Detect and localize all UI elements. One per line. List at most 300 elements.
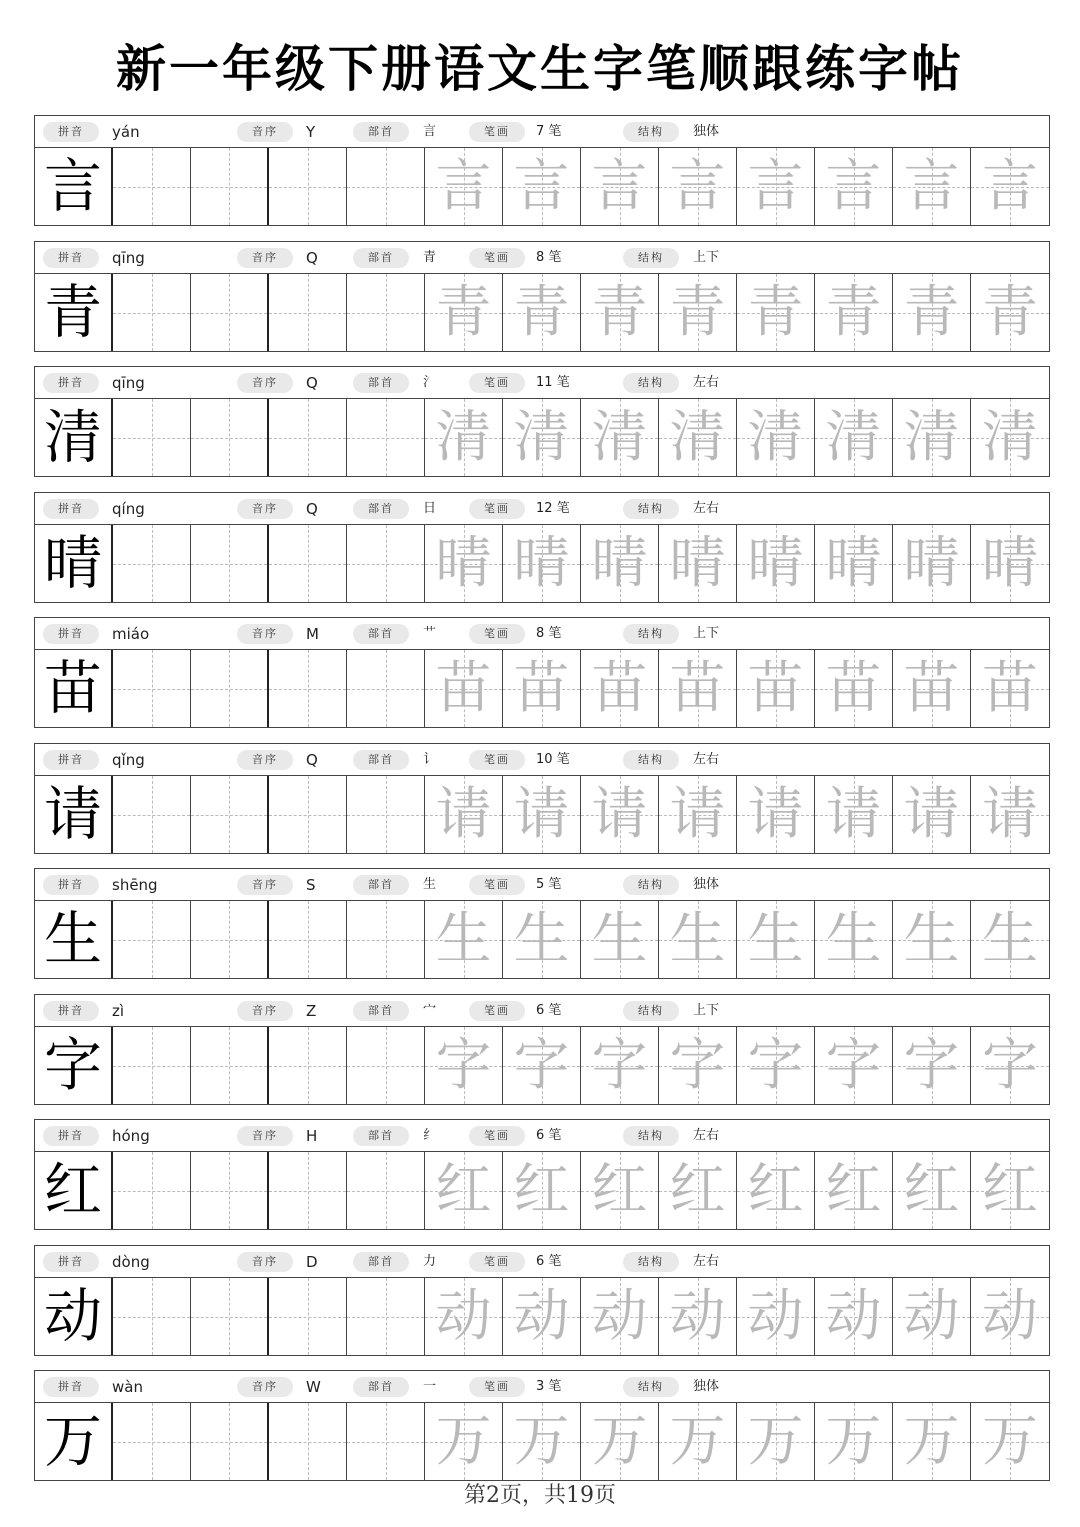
- char-info-bar: [35, 1246, 1049, 1278]
- jiegou-value: 左右: [693, 752, 720, 767]
- trace-cell[interactable]: [269, 399, 347, 476]
- bihua-value: 6 笔: [536, 1003, 562, 1018]
- trace-character: 苗: [825, 656, 882, 721]
- yinxu-value: Q: [306, 249, 318, 267]
- trace-character: 动: [435, 1284, 492, 1349]
- trace-cell[interactable]: [269, 1403, 347, 1480]
- pinyin-value: dòng: [112, 1253, 150, 1271]
- bihua-value: 3 笔: [536, 1379, 562, 1394]
- trace-cell[interactable]: [269, 1278, 347, 1355]
- jiegou-label: 结构: [623, 1252, 679, 1272]
- trace-character: 晴: [435, 531, 492, 596]
- guide-line-vertical: [386, 525, 387, 602]
- trace-cell[interactable]: [503, 650, 581, 727]
- model-character: 清: [43, 403, 102, 471]
- jiegou-value: 上下: [693, 626, 720, 641]
- trace-cell[interactable]: [971, 148, 1049, 225]
- trace-cell[interactable]: [581, 1027, 659, 1104]
- yinxu-label: 音序: [237, 875, 293, 895]
- trace-cell[interactable]: [737, 1152, 815, 1229]
- trace-cell[interactable]: [425, 525, 503, 602]
- guide-line-vertical: [308, 1152, 309, 1229]
- trace-cell[interactable]: [737, 525, 815, 602]
- trace-character: 动: [982, 1284, 1038, 1349]
- main-character-cell: [35, 399, 113, 476]
- char-block: [34, 115, 1050, 226]
- trace-cell[interactable]: [737, 650, 815, 727]
- bihua-label: 笔画: [469, 624, 525, 644]
- trace-cell[interactable]: [191, 1152, 269, 1229]
- bushou-value: 讠: [423, 752, 437, 767]
- main-character-cell: [35, 1027, 113, 1104]
- trace-character: 生: [747, 907, 804, 972]
- trace-character: 红: [825, 1158, 882, 1223]
- trace-cell[interactable]: [971, 1278, 1049, 1355]
- main-character-cell: [35, 650, 113, 727]
- trace-cell[interactable]: [815, 1403, 893, 1480]
- trace-character: 生: [435, 907, 492, 972]
- guide-line-vertical: [229, 274, 230, 351]
- trace-cell[interactable]: [815, 148, 893, 225]
- pinyin-label: 拼音: [43, 499, 99, 519]
- trace-cell[interactable]: [581, 1278, 659, 1355]
- main-character-cell: [35, 148, 113, 225]
- jiegou-value: 独体: [693, 1379, 720, 1394]
- trace-cell[interactable]: [347, 901, 425, 978]
- trace-cell[interactable]: [893, 650, 971, 727]
- trace-cell[interactable]: [659, 650, 737, 727]
- char-block: [34, 868, 1050, 979]
- trace-character: 晴: [903, 531, 960, 596]
- guide-line-vertical: [229, 1027, 230, 1104]
- trace-cell[interactable]: [191, 1027, 269, 1104]
- trace-cell[interactable]: [659, 148, 737, 225]
- trace-cell[interactable]: [971, 776, 1049, 853]
- bihua-label: 笔画: [469, 373, 525, 393]
- trace-character: 清: [747, 405, 804, 470]
- trace-cell[interactable]: [971, 901, 1049, 978]
- trace-cell[interactable]: [113, 1152, 191, 1229]
- trace-cell[interactable]: [113, 274, 191, 351]
- guide-line-vertical: [152, 1278, 153, 1355]
- trace-character: 请: [513, 782, 570, 847]
- guide-line-vertical: [308, 274, 309, 351]
- trace-character: 青: [825, 280, 882, 345]
- yinxu-label: 音序: [237, 750, 293, 770]
- guide-line-vertical: [229, 901, 230, 978]
- bushou-label: 部首: [353, 1377, 409, 1397]
- trace-character: 字: [982, 1033, 1038, 1098]
- trace-cell[interactable]: [425, 399, 503, 476]
- trace-character: 请: [591, 782, 648, 847]
- trace-character: 字: [903, 1033, 960, 1098]
- practice-grid: [35, 776, 1049, 853]
- trace-cell[interactable]: [113, 148, 191, 225]
- trace-character: 请: [747, 782, 804, 847]
- bihua-value: 12 笔: [536, 501, 570, 516]
- trace-cell[interactable]: [113, 525, 191, 602]
- pinyin-value: qīng: [112, 249, 145, 267]
- trace-cell[interactable]: [347, 148, 425, 225]
- jiegou-label: 结构: [623, 875, 679, 895]
- trace-cell[interactable]: [815, 399, 893, 476]
- bihua-label: 笔画: [469, 499, 525, 519]
- trace-cell[interactable]: [971, 1027, 1049, 1104]
- pinyin-value: qíng: [112, 500, 145, 518]
- trace-cell[interactable]: [737, 148, 815, 225]
- pinyin-label: 拼音: [43, 624, 99, 644]
- guide-line-vertical: [308, 901, 309, 978]
- trace-cell[interactable]: [347, 399, 425, 476]
- trace-cell[interactable]: [581, 525, 659, 602]
- pinyin-value: qīng: [112, 374, 145, 392]
- trace-cell[interactable]: [893, 274, 971, 351]
- trace-cell[interactable]: [659, 525, 737, 602]
- trace-cell[interactable]: [425, 274, 503, 351]
- trace-character: 清: [513, 405, 570, 470]
- trace-character: 言: [903, 154, 960, 219]
- trace-character: 清: [825, 405, 882, 470]
- trace-cell[interactable]: [581, 776, 659, 853]
- trace-character: 请: [982, 782, 1038, 847]
- trace-cell[interactable]: [347, 776, 425, 853]
- trace-cell[interactable]: [191, 901, 269, 978]
- trace-cell[interactable]: [737, 399, 815, 476]
- trace-cell[interactable]: [737, 1027, 815, 1104]
- trace-cell[interactable]: [191, 525, 269, 602]
- trace-character: 万: [982, 1409, 1038, 1474]
- trace-cell[interactable]: [815, 776, 893, 853]
- trace-character: 苗: [669, 656, 726, 721]
- trace-cell[interactable]: [893, 1027, 971, 1104]
- trace-cell[interactable]: [191, 148, 269, 225]
- trace-character: 言: [513, 154, 570, 219]
- trace-cell[interactable]: [113, 901, 191, 978]
- trace-cell[interactable]: [113, 399, 191, 476]
- trace-cell[interactable]: [113, 1403, 191, 1480]
- guide-line-vertical: [386, 776, 387, 853]
- bushou-label: 部首: [353, 624, 409, 644]
- trace-cell[interactable]: [347, 1152, 425, 1229]
- practice-grid: [35, 1403, 1049, 1480]
- trace-cell[interactable]: [581, 274, 659, 351]
- trace-cell[interactable]: [269, 525, 347, 602]
- trace-character: 红: [513, 1158, 570, 1223]
- yinxu-label: 音序: [237, 1252, 293, 1272]
- trace-cell[interactable]: [425, 650, 503, 727]
- trace-character: 动: [669, 1284, 726, 1349]
- trace-cell[interactable]: [971, 525, 1049, 602]
- jiegou-label: 结构: [623, 1377, 679, 1397]
- trace-cell[interactable]: [503, 399, 581, 476]
- trace-cell[interactable]: [659, 901, 737, 978]
- trace-cell[interactable]: [269, 1152, 347, 1229]
- yinxu-value: Q: [306, 374, 318, 392]
- char-info-bar: [35, 995, 1049, 1027]
- trace-character: 动: [747, 1284, 804, 1349]
- guide-line-vertical: [152, 148, 153, 225]
- yinxu-value: S: [306, 876, 316, 894]
- trace-cell[interactable]: [269, 1027, 347, 1104]
- trace-cell[interactable]: [425, 1278, 503, 1355]
- bihua-label: 笔画: [469, 1126, 525, 1146]
- trace-character: 青: [513, 280, 570, 345]
- bushou-label: 部首: [353, 875, 409, 895]
- guide-line-vertical: [386, 1152, 387, 1229]
- trace-character: 生: [825, 907, 882, 972]
- jiegou-value: 左右: [693, 1254, 720, 1269]
- bihua-value: 7 笔: [536, 124, 562, 139]
- trace-cell[interactable]: [113, 650, 191, 727]
- trace-character: 万: [669, 1409, 726, 1474]
- trace-character: 字: [825, 1033, 882, 1098]
- main-character-cell: [35, 274, 113, 351]
- trace-cell[interactable]: [269, 148, 347, 225]
- trace-cell[interactable]: [815, 525, 893, 602]
- char-info-bar: [35, 242, 1049, 274]
- trace-cell[interactable]: [893, 525, 971, 602]
- trace-cell[interactable]: [347, 650, 425, 727]
- main-character-cell: [35, 1152, 113, 1229]
- trace-cell[interactable]: [503, 776, 581, 853]
- trace-cell[interactable]: [347, 1027, 425, 1104]
- yinxu-value: M: [306, 625, 319, 643]
- trace-cell[interactable]: [737, 1278, 815, 1355]
- trace-cell[interactable]: [503, 274, 581, 351]
- trace-character: 红: [982, 1158, 1038, 1223]
- guide-line-vertical: [229, 1278, 230, 1355]
- main-character-cell: [35, 901, 113, 978]
- trace-cell[interactable]: [269, 776, 347, 853]
- trace-character: 万: [825, 1409, 882, 1474]
- trace-cell[interactable]: [347, 525, 425, 602]
- guide-line-vertical: [308, 399, 309, 476]
- trace-character: 清: [435, 405, 492, 470]
- main-character-cell: [35, 525, 113, 602]
- trace-cell[interactable]: [893, 901, 971, 978]
- char-block: [34, 366, 1050, 477]
- trace-cell[interactable]: [191, 650, 269, 727]
- trace-cell[interactable]: [815, 1027, 893, 1104]
- trace-character: 请: [903, 782, 960, 847]
- guide-line-vertical: [308, 525, 309, 602]
- bushou-label: 部首: [353, 499, 409, 519]
- trace-character: 生: [513, 907, 570, 972]
- main-character-cell: [35, 1403, 113, 1480]
- trace-character: 红: [591, 1158, 648, 1223]
- trace-cell[interactable]: [347, 1278, 425, 1355]
- trace-cell[interactable]: [425, 1403, 503, 1480]
- guide-line-vertical: [152, 776, 153, 853]
- trace-character: 青: [591, 280, 648, 345]
- char-block: [34, 1119, 1050, 1230]
- trace-cell[interactable]: [581, 148, 659, 225]
- char-info-bar: [35, 869, 1049, 901]
- trace-cell[interactable]: [659, 1278, 737, 1355]
- trace-character: 晴: [982, 531, 1038, 596]
- trace-cell[interactable]: [893, 776, 971, 853]
- trace-cell[interactable]: [815, 901, 893, 978]
- trace-character: 动: [825, 1284, 882, 1349]
- trace-cell[interactable]: [191, 399, 269, 476]
- trace-cell[interactable]: [971, 650, 1049, 727]
- guide-line-vertical: [152, 650, 153, 727]
- guide-line-vertical: [229, 148, 230, 225]
- pinyin-label: 拼音: [43, 1126, 99, 1146]
- bushou-value: 青: [423, 250, 437, 265]
- jiegou-value: 上下: [693, 250, 720, 265]
- trace-cell[interactable]: [503, 525, 581, 602]
- trace-cell[interactable]: [425, 148, 503, 225]
- trace-cell[interactable]: [503, 1152, 581, 1229]
- trace-character: 苗: [513, 656, 570, 721]
- trace-cell[interactable]: [503, 1278, 581, 1355]
- trace-cell[interactable]: [191, 776, 269, 853]
- yinxu-value: Q: [306, 500, 318, 518]
- trace-cell[interactable]: [659, 274, 737, 351]
- guide-line-vertical: [229, 650, 230, 727]
- trace-character: 苗: [982, 656, 1038, 721]
- bihua-value: 6 笔: [536, 1128, 562, 1143]
- guide-line-vertical: [152, 399, 153, 476]
- trace-character: 动: [513, 1284, 570, 1349]
- bushou-value: 宀: [423, 1003, 437, 1018]
- guide-line-vertical: [386, 1403, 387, 1480]
- yinxu-value: W: [306, 1378, 321, 1396]
- bihua-value: 5 笔: [536, 877, 562, 892]
- yinxu-value: H: [306, 1127, 318, 1145]
- trace-cell[interactable]: [113, 1278, 191, 1355]
- bihua-label: 笔画: [469, 750, 525, 770]
- trace-cell[interactable]: [659, 399, 737, 476]
- guide-line-vertical: [152, 901, 153, 978]
- trace-cell[interactable]: [581, 399, 659, 476]
- guide-line-vertical: [386, 399, 387, 476]
- practice-grid: [35, 148, 1049, 225]
- trace-cell[interactable]: [815, 1152, 893, 1229]
- trace-cell[interactable]: [113, 1027, 191, 1104]
- trace-cell[interactable]: [737, 1403, 815, 1480]
- pinyin-label: 拼音: [43, 875, 99, 895]
- trace-cell[interactable]: [659, 1403, 737, 1480]
- trace-cell[interactable]: [191, 274, 269, 351]
- trace-cell[interactable]: [659, 776, 737, 853]
- trace-cell[interactable]: [425, 776, 503, 853]
- trace-character: 言: [591, 154, 648, 219]
- trace-cell[interactable]: [659, 1152, 737, 1229]
- jiegou-value: 独体: [693, 124, 720, 139]
- trace-cell[interactable]: [347, 1403, 425, 1480]
- trace-character: 请: [669, 782, 726, 847]
- guide-line-vertical: [386, 148, 387, 225]
- yinxu-value: Y: [306, 123, 316, 141]
- trace-cell[interactable]: [581, 650, 659, 727]
- trace-cell[interactable]: [737, 776, 815, 853]
- trace-cell[interactable]: [503, 901, 581, 978]
- trace-cell[interactable]: [971, 399, 1049, 476]
- trace-cell[interactable]: [113, 776, 191, 853]
- trace-cell[interactable]: [815, 274, 893, 351]
- trace-cell[interactable]: [737, 274, 815, 351]
- trace-cell[interactable]: [893, 1278, 971, 1355]
- trace-cell[interactable]: [191, 1278, 269, 1355]
- trace-character: 红: [747, 1158, 804, 1223]
- trace-cell[interactable]: [659, 1027, 737, 1104]
- trace-cell[interactable]: [581, 1403, 659, 1480]
- jiegou-label: 结构: [623, 1126, 679, 1146]
- trace-cell[interactable]: [503, 148, 581, 225]
- trace-character: 红: [435, 1158, 492, 1223]
- pinyin-value: hóng: [112, 1127, 150, 1145]
- trace-cell[interactable]: [503, 1403, 581, 1480]
- trace-cell[interactable]: [893, 1152, 971, 1229]
- trace-cell[interactable]: [425, 901, 503, 978]
- trace-character: 晴: [591, 531, 648, 596]
- trace-cell[interactable]: [269, 901, 347, 978]
- trace-character: 万: [591, 1409, 648, 1474]
- jiegou-label: 结构: [623, 499, 679, 519]
- pinyin-label: 拼音: [43, 1252, 99, 1272]
- trace-cell[interactable]: [815, 1278, 893, 1355]
- trace-cell[interactable]: [815, 650, 893, 727]
- trace-cell[interactable]: [971, 1403, 1049, 1480]
- practice-grid: [35, 1278, 1049, 1355]
- page-number: 第2页，共19页: [464, 1483, 616, 1508]
- char-block: [34, 241, 1050, 352]
- yinxu-label: 音序: [237, 1126, 293, 1146]
- trace-character: 万: [747, 1409, 804, 1474]
- guide-line-vertical: [308, 1027, 309, 1104]
- practice-grid: [35, 1027, 1049, 1104]
- trace-character: 万: [435, 1409, 492, 1474]
- trace-cell[interactable]: [425, 1027, 503, 1104]
- trace-cell[interactable]: [503, 1027, 581, 1104]
- jiegou-value: 左右: [693, 501, 720, 516]
- guide-line-vertical: [229, 776, 230, 853]
- bihua-value: 8 笔: [536, 626, 562, 641]
- model-character: 生: [43, 905, 102, 973]
- guide-line-vertical: [229, 1403, 230, 1480]
- model-character: 青: [43, 278, 102, 346]
- trace-cell[interactable]: [893, 148, 971, 225]
- trace-cell[interactable]: [971, 274, 1049, 351]
- pinyin-value: wàn: [112, 1378, 143, 1396]
- jiegou-value: 左右: [693, 375, 720, 390]
- bushou-label: 部首: [353, 1252, 409, 1272]
- trace-cell[interactable]: [581, 901, 659, 978]
- trace-cell[interactable]: [893, 1403, 971, 1480]
- guide-line-vertical: [152, 1027, 153, 1104]
- jiegou-label: 结构: [623, 750, 679, 770]
- pinyin-label: 拼音: [43, 1377, 99, 1397]
- trace-cell[interactable]: [737, 901, 815, 978]
- yinxu-label: 音序: [237, 1001, 293, 1021]
- trace-cell[interactable]: [971, 1152, 1049, 1229]
- trace-cell[interactable]: [269, 650, 347, 727]
- trace-cell[interactable]: [191, 1403, 269, 1480]
- char-block: [34, 994, 1050, 1105]
- trace-character: 动: [591, 1284, 648, 1349]
- trace-cell[interactable]: [893, 399, 971, 476]
- trace-character: 生: [591, 907, 648, 972]
- trace-cell[interactable]: [425, 1152, 503, 1229]
- trace-cell[interactable]: [347, 274, 425, 351]
- char-info-bar: [35, 367, 1049, 399]
- bushou-value: 一: [423, 1379, 437, 1394]
- model-character: 万: [43, 1407, 102, 1475]
- trace-cell[interactable]: [269, 274, 347, 351]
- trace-cell[interactable]: [581, 1152, 659, 1229]
